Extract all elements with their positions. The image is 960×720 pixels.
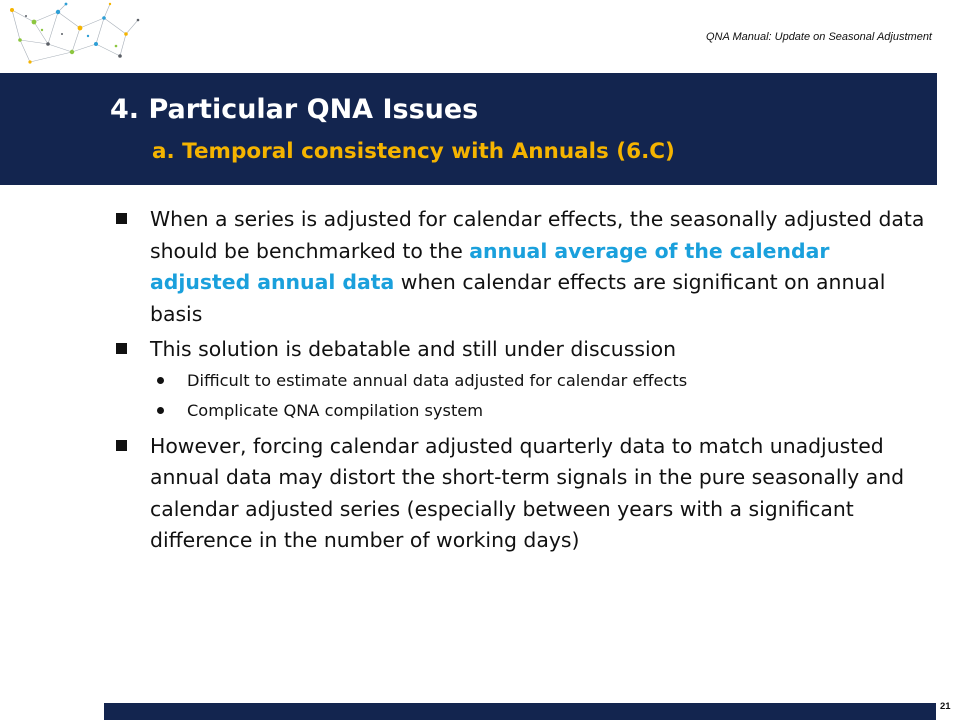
- bullet-text-end: when calendar effects are significant on annual basis: [150, 270, 886, 326]
- sub-bullet-text: Complicate QNA compilation system: [187, 400, 484, 420]
- bullet-text: This solution is debatable and still under discussion: [150, 337, 677, 361]
- bullet-highlight: annual average of the calendar adjusted annual data: [150, 238, 830, 294]
- sub-bullet-item: [114, 396, 929, 426]
- square-bullet-icon: [116, 440, 127, 451]
- slide-subtitle: a. Temporal consistency with Annuals (6.C): [152, 139, 675, 164]
- square-bullet-icon: [116, 343, 127, 354]
- dot-bullet-icon: [157, 377, 164, 384]
- footer-bar: [104, 703, 936, 720]
- network-logo-icon: [0, 0, 150, 72]
- bullet-item: [114, 334, 929, 366]
- page-number: 21: [940, 701, 951, 712]
- bullet-item: [114, 431, 929, 557]
- header-note: QNA Manual: Update on Seasonal Adjustment: [705, 31, 932, 43]
- dot-bullet-icon: [157, 407, 164, 414]
- bullet-text: However, forcing calendar adjusted quarterly data to match unadjusted annual data may distort the short-term signals in the pure seasonally and calendar adjusted series (especially between years with a significant difference in the number of working days): [150, 433, 905, 552]
- slide-title: 4. Particular QNA Issues: [110, 94, 479, 125]
- sub-bullet-text: Difficult to estimate annual data adjusted for calendar effects: [187, 370, 688, 390]
- bullet-item: [114, 204, 929, 330]
- bullet-list: [114, 204, 929, 557]
- bullet-text-start: When a series is adjusted for calendar effects, the seasonally adjusted data should be benchmarked to the: [150, 207, 925, 263]
- square-bullet-icon: [116, 213, 127, 224]
- title-band: [0, 73, 937, 185]
- sub-bullet-item: [114, 366, 929, 396]
